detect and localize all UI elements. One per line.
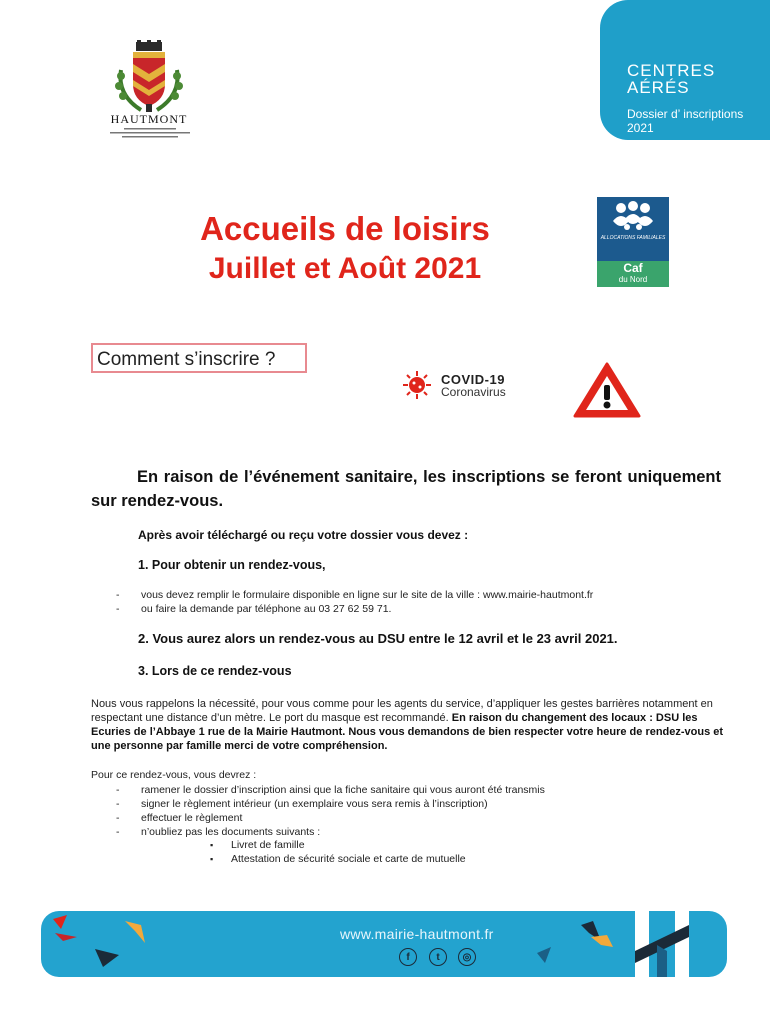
list-item: - ou faire la demande par téléphone au 03 27 62 59 71. [116, 602, 593, 616]
main-title: Accueils de loisirs [200, 210, 490, 247]
reminder-bold-3: . Nous vous demandons de bien respecter votre heure de rendez-vous et une personne par famille merci de votre compréhension. [91, 726, 724, 752]
main-subtitle: Juillet et Août 2021 [208, 252, 482, 285]
reminder-paragraph [91, 697, 731, 753]
reminder-address: DSU les Ecuries de l’Abbaye 1 rue de la Mairie Hautmont [91, 712, 698, 738]
instagram-icon[interactable]: ◎ [458, 948, 476, 966]
covid-title: COVID-19 [441, 372, 505, 387]
covid-badge [397, 368, 537, 402]
appointment-requirements-label: Pour ce rendez-vous, vous devrez : [91, 769, 257, 781]
step-2-heading: 2. Vous aurez alors un rendez-vous au DSU entre le 12 avril et le 23 avril 2021. [138, 631, 618, 646]
list-item: - signer le règlement intérieur (un exemplaire vous sera remis à l’inscription) [116, 797, 545, 811]
header-banner [600, 0, 770, 140]
lead-paragraph: En raison de l’événement sanitaire, les inscriptions se feront uniquement sur rendez-vous. [91, 468, 721, 510]
step-3-heading: 3. Lors de ce rendez-vous [138, 664, 292, 678]
caf-region: du Nord [618, 275, 648, 284]
twitter-icon[interactable]: t [429, 948, 447, 966]
facebook-icon[interactable]: f [399, 948, 417, 966]
caf-logo [597, 197, 669, 287]
family-icon [607, 201, 659, 235]
list-item: - ramener le dossier d’inscription ainsi que la fiche sanitaire qui vous auront été transmis [116, 783, 545, 797]
reminder-text: Nous vous rappelons la nécessité, pour vous comme pour les agents du service, d’appliquer les gestes barrières notamment en respectant une distance d’un mètre. Le port du masque est recommandé. [91, 698, 713, 724]
virus-icon [399, 370, 435, 400]
warning-icon [573, 361, 641, 419]
after-download-text: Après avoir téléchargé ou reçu votre dossier vous devez : [138, 528, 469, 542]
appointment-requirements-list [116, 783, 545, 839]
banner-title: CENTRES AÉRÉS [627, 61, 716, 97]
banner-subtitle: Dossier d’ inscriptions 2021 [627, 107, 744, 135]
list-item: - n’oubliez pas les documents suivants : [116, 825, 545, 839]
city-name: HAUTMONT [110, 112, 188, 126]
footer-banner [41, 911, 727, 977]
city-motto-lines [104, 126, 196, 140]
caf-brand: Caf [623, 261, 643, 275]
list-item: ▪ Livret de famille [210, 838, 466, 852]
how-to-register-heading: Comment s’inscrire ? [91, 343, 307, 373]
covid-subtitle: Coronavirus [441, 385, 506, 399]
step-1-list [116, 588, 593, 616]
step-1-heading: 1. Pour obtenir un rendez-vous, [138, 558, 326, 572]
list-item: - vous devez remplir le formulaire disponible en ligne sur le site de la ville : www.mairie-hautmont.fr [116, 588, 593, 602]
documents-list [210, 838, 466, 866]
list-item: ▪ Attestation de sécurité sociale et carte de mutuelle [210, 852, 466, 866]
reminder-bold-1: En raison du changement des locaux : [451, 712, 656, 724]
caf-label: ALLOCATIONS FAMILIALES [600, 235, 666, 241]
footer-url[interactable]: www.mairie-hautmont.fr [340, 926, 494, 942]
caf-footer [597, 261, 669, 287]
list-item: - effectuer le règlement [116, 811, 545, 825]
footer-decoration [41, 911, 727, 977]
